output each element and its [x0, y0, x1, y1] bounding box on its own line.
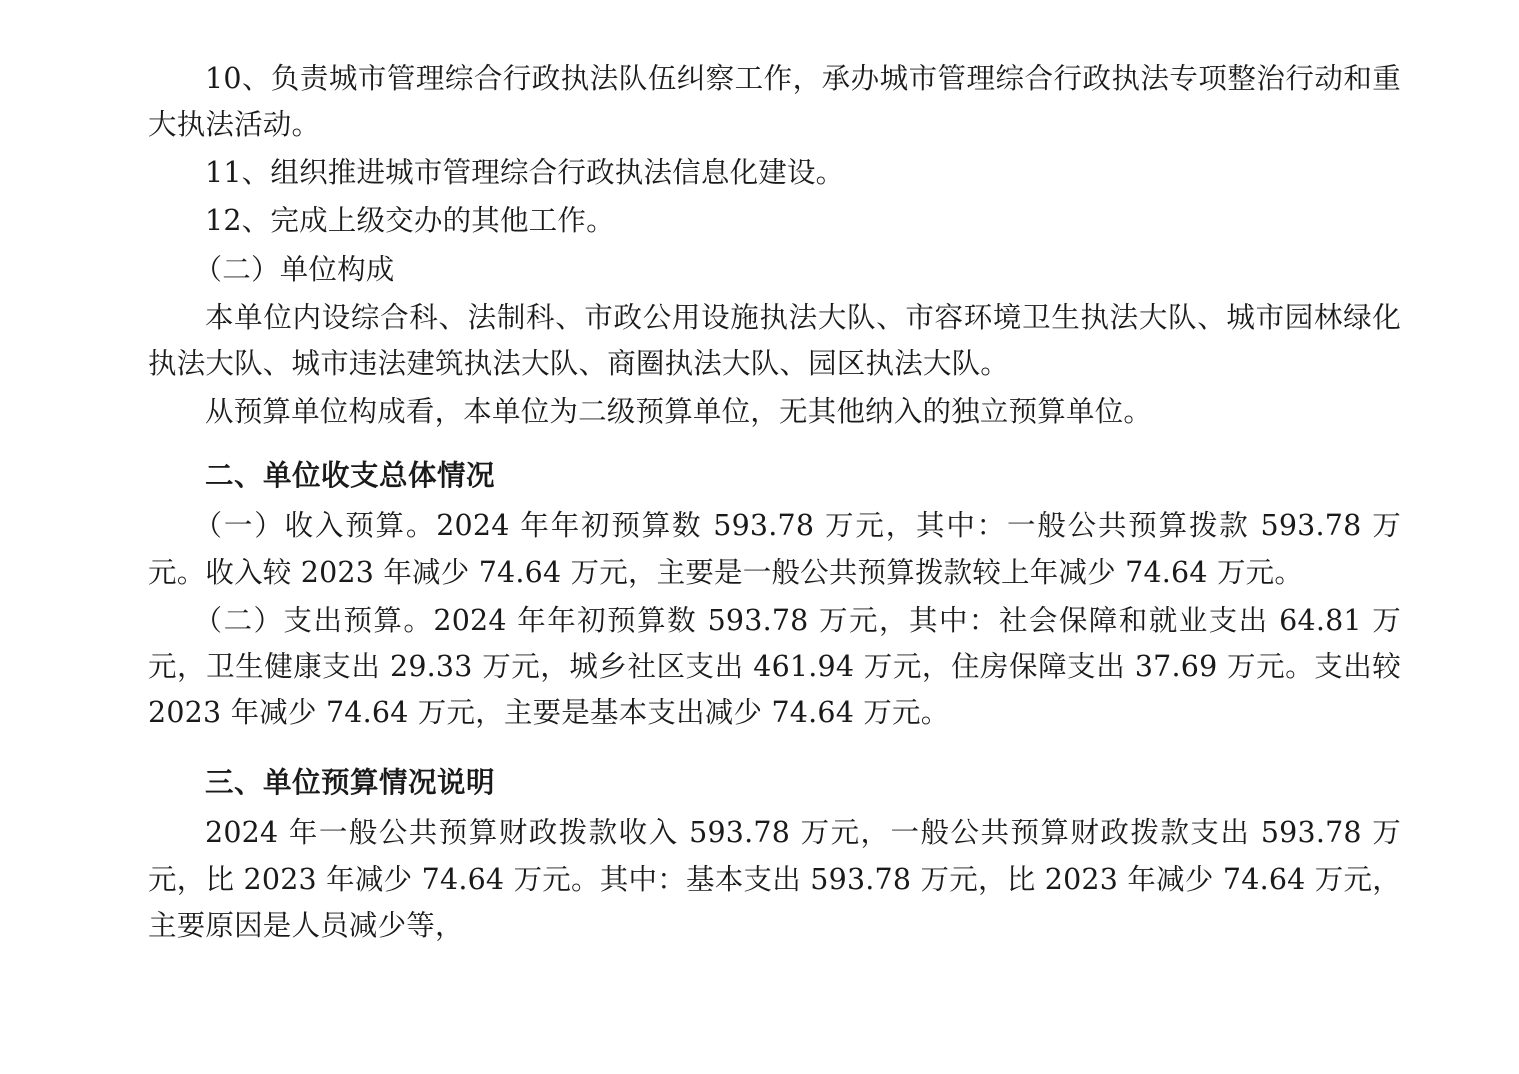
paragraph-item-12: 12、完成上级交办的其他工作。 [205, 204, 615, 238]
paragraph-revenue-budget: （一）收入预算。2024 年年初预算数 593.78 万元，其中：一般公共预算拨款 593.78 万元。收入较 2023 年减少 74.64 万元，主要是一般公共预算拨款较上年减少 74.64 万元。 [148, 509, 1401, 589]
paragraph-item-10: 10、负责城市管理综合行政执法队伍纠察工作，承办城市管理综合行政执法专项整治行动和重大执法活动。 [148, 62, 1401, 142]
section-unit-composition-title: （二）单位构成 [193, 252, 395, 286]
paragraph-budget-explanation: 2024 年一般公共预算财政拨款收入 593.78 万元，一般公共预算财政拨款支出 593.78 万元，比 2023 年减少 74.64 万元。其中：基本支出 593.78 万元，比 2023 年减少 74.64 万元，主要原因是人员减少等， [148, 816, 1401, 942]
paragraph-unit-composition: 本单位内设综合科、法制科、市政公用设施执法大队、市容环境卫生执法大队、城市园林绿化执法大队、城市违法建筑执法大队、商圈执法大队、园区执法大队。 [148, 300, 1401, 380]
heading-revenue-expenditure: 二、单位收支总体情况 [205, 459, 496, 493]
spacer [148, 738, 1401, 750]
paragraph-item-11: 11、组织推进城市管理综合行政执法信息化建设。 [205, 156, 845, 190]
spacer [148, 437, 1401, 443]
paragraph-expenditure-budget: （二）支出预算。2024 年年初预算数 593.78 万元，其中：社会保障和就业支出 64.81 万元，卫生健康支出 29.33 万元，城乡社区支出 461.94 万元，住房保障支出 37.69 万元。支出较 2023 年减少 74.64 万元，主要是基本支出减少 74.64 万元。 [148, 603, 1401, 730]
paragraph-budget-unit-composition: 从预算单位构成看，本单位为二级预算单位，无其他纳入的独立预算单位。 [205, 395, 1153, 429]
heading-budget-explanation: 三、单位预算情况说明 [205, 766, 496, 800]
